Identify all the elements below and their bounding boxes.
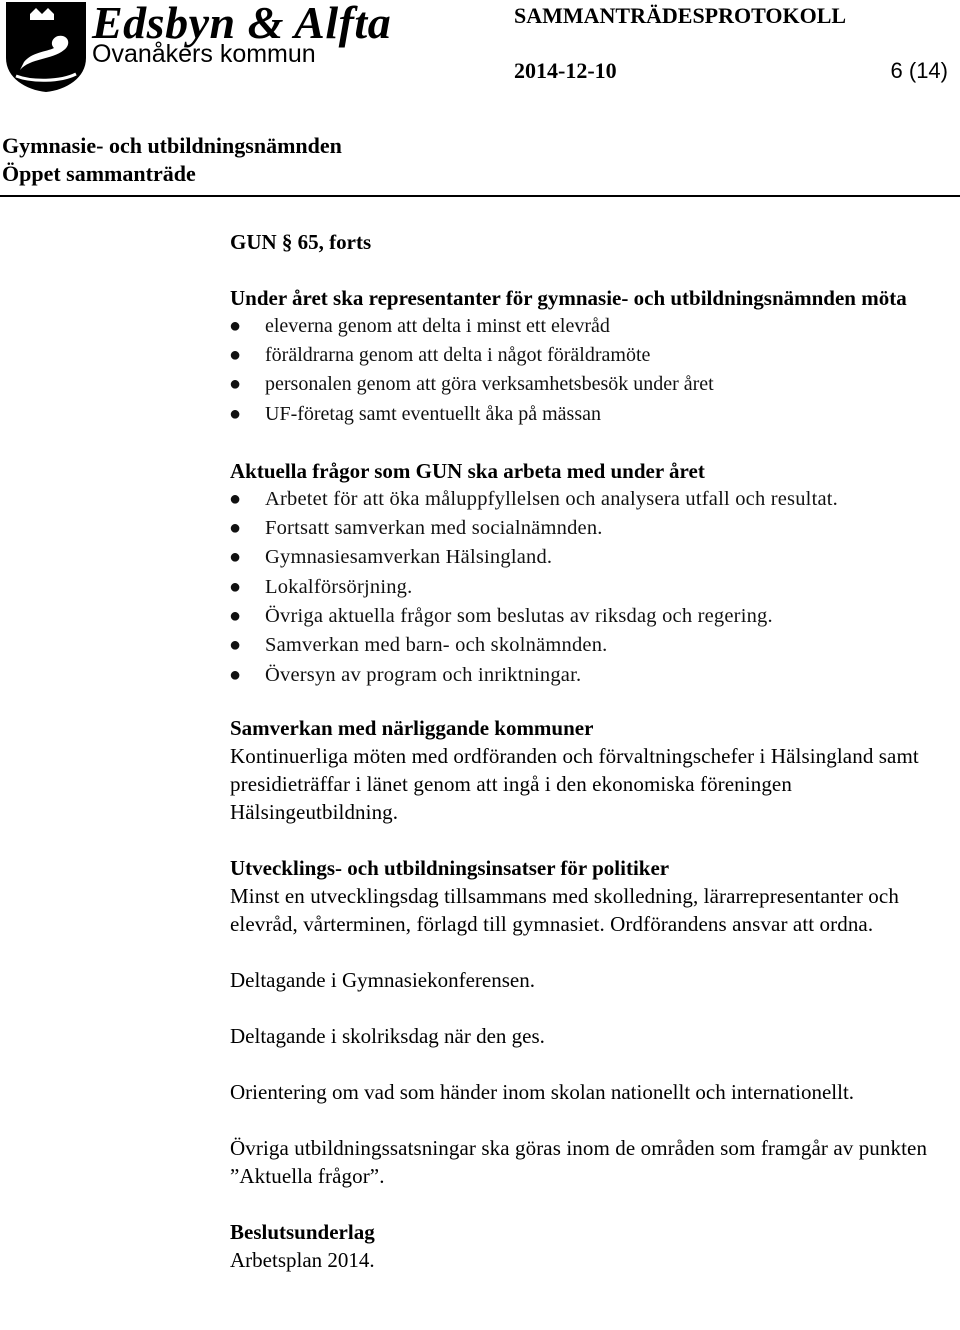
bullet-icon: ● [229,605,242,627]
list-item: ● Översyn av program och inriktningar. [230,661,958,690]
development-text: Minst en utvecklingsdag tillsammans med skolledning, lärarrepresentanter och elevråd, vårterminen, förlagd till gymnasiet. Ordförandens ansvar att ordna. [230,883,899,936]
list-item: ● Arbetet för att öka måluppfyllelsen och analysera utfall och resultat. [230,485,958,514]
list-item: ● Lokalförsörjning. [230,573,958,602]
bullet-icon: ● [229,634,242,657]
bullet-icon: ● [229,315,242,337]
bullet-icon: ● [229,344,242,367]
list-item: ● UF-företag samt eventuellt åka på mässan [230,400,958,429]
cooperation-heading: Samverkan med närliggande kommuner [230,715,594,740]
bullet-icon: ● [229,663,242,686]
paragraph-other-training: Övriga utbildningssatsningar ska göras inom de områden som framgår av punkten ”Aktuella frågor”. [230,1135,928,1188]
list-item: ● eleverna genom att delta i minst ett elevråd [230,312,958,341]
committee-block [2,132,342,188]
bullet-icon: ● [229,373,242,396]
paragraph-school-parliament: Deltagande i skolriksdag när den ges. [230,1023,545,1048]
page-number: 6 (14) [890,58,948,83]
committee-name: Gymnasie- och utbildningsnämnden [2,133,342,158]
document-body [230,228,958,1274]
swan-emblem-icon [2,0,90,92]
cooperation-text: Kontinuerliga möten med ordföranden och förvaltningschefer i Hälsingland samt presidieträffar i länet genom att ingå i den ekonomiska föreningen Hälsingeutbildning. [230,743,919,824]
issues-heading: Aktuella frågor som GUN ska arbeta med under året [230,458,705,483]
bullet-icon: ● [229,517,242,540]
bullet-icon: ● [229,575,242,598]
logo-title: Edsbyn & Alfta [92,0,392,48]
document-type: SAMMANTRÄDESPROTOKOLL [514,3,847,28]
meet-heading: Under året ska representanter för gymnasie- och utbildningsnämnden möta [230,286,907,310]
meeting-type: Öppet sammanträde [2,161,196,186]
bullet-icon: ● [229,546,242,569]
decision-basis-heading: Beslutsunderlag [230,1219,375,1244]
list-item: ● personalen genom att göra verksamhetsbesök under året [230,370,958,399]
development-heading: Utvecklings- och utbildningsinsatser för politiker [230,855,670,880]
bullet-icon: ● [229,402,242,425]
meet-list [230,312,958,429]
decision-basis-text: Arbetsplan 2014. [230,1247,375,1272]
list-item: ● Fortsatt samverkan med socialnämnden. [230,514,958,543]
list-item: ● föräldrarna genom att delta i något föräldramöte [230,341,958,370]
section-reference: GUN § 65, forts [230,230,372,254]
list-item: ● Samverkan med barn- och skolnämnden. [230,631,958,660]
municipality-logo [0,0,392,95]
paragraph-conference: Deltagande i Gymnasiekonferensen. [230,967,535,992]
list-item: ● Gymnasiesamverkan Hälsingland. [230,543,958,572]
meeting-date: 2014-12-10 [514,58,617,83]
paragraph-orientation: Orientering om vad som händer inom skolan nationellt och internationellt. [230,1079,855,1104]
issues-list [230,485,958,690]
bullet-icon: ● [229,487,242,510]
list-item: ● Övriga aktuella frågor som beslutas av riksdag och regering. [230,602,958,631]
logo-subtitle: Ovanåkers kommun [92,40,316,68]
header-divider [0,195,960,197]
